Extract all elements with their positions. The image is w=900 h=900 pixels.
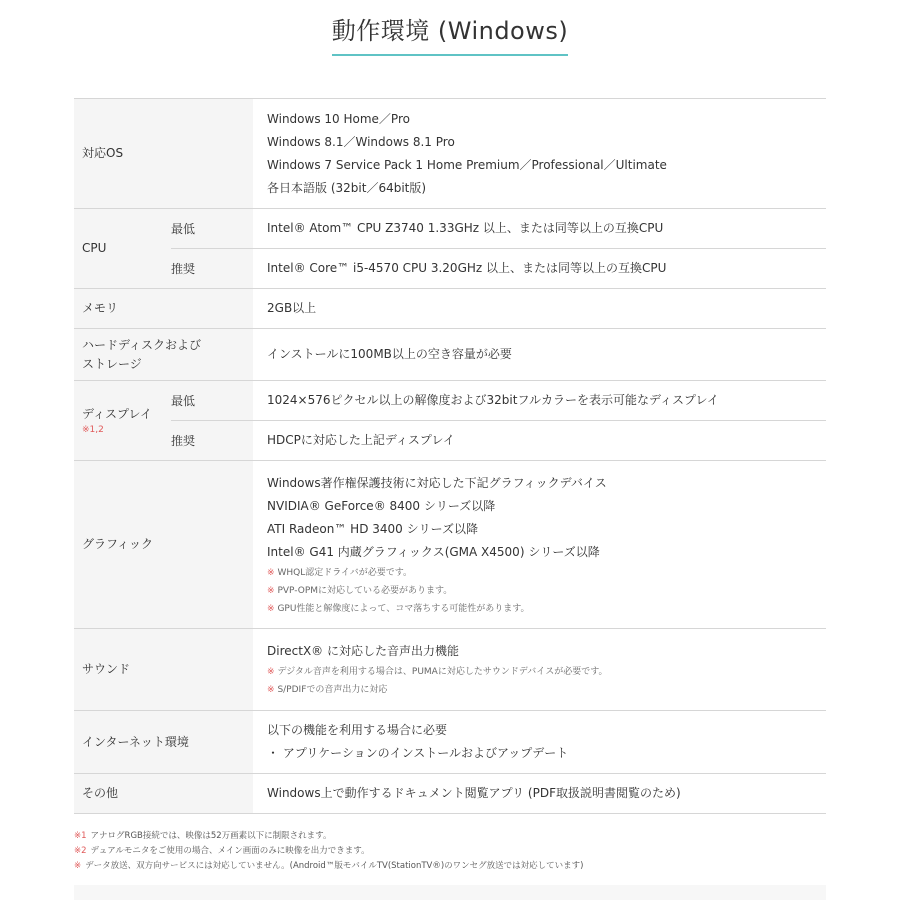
- spec-value-sound: [253, 629, 826, 711]
- spec-label-sound: サウンド: [74, 629, 253, 711]
- os-line: Windows 10 Home／Pro: [267, 111, 410, 126]
- spec-label-cpu: CPU: [74, 209, 171, 289]
- spec-value-graphics: [253, 461, 826, 629]
- display-rec-value: HDCPに対応した上記ディスプレイ: [253, 421, 826, 461]
- spec-value-memory: 2GB以上: [253, 289, 826, 329]
- title-container: [0, 14, 900, 56]
- spec-row-sound: [74, 629, 826, 711]
- page-title: 動作環境 (Windows): [332, 14, 569, 56]
- graphics-line: ATI Radeon™ HD 3400 シリーズ以降: [267, 521, 478, 536]
- spec-label-os: 対応OS: [74, 99, 253, 209]
- os-line: Windows 8.1／Windows 8.1 Pro: [267, 134, 455, 149]
- display-min-label: 最低: [171, 381, 253, 421]
- note-text: デジタル音声を利用する場合は、PUMAに対応したサウンドデバイスが必要です。: [277, 667, 608, 677]
- footnote: [74, 829, 834, 844]
- graphics-note: [267, 600, 812, 618]
- spec-value-other: Windows上で動作するドキュメント閲覧アプリ (PDF取扱説明書閲覧のため): [253, 774, 826, 814]
- spec-row-memory: [74, 289, 826, 329]
- note-text: PVP-OPMに対応している必要があります。: [277, 585, 453, 596]
- os-line: Windows 7 Service Pack 1 Home Premium／Professional／Ultimate: [267, 157, 667, 172]
- bottom-band: [74, 885, 826, 900]
- spec-row-display-min: [74, 381, 826, 421]
- note-text: S/PDIFでの音声出力に対応: [277, 685, 388, 695]
- os-line: 各日本語版 (32bit／64bit版): [267, 180, 427, 195]
- spec-row-storage: [74, 329, 826, 381]
- footnote-text: デュアルモニタをご使用の場合、メイン画面のみに映像を出力できます。: [90, 846, 370, 856]
- cpu-rec-value: Intel® Core™ i5-4570 CPU 3.20GHz 以上、または同等以上の互換CPU: [253, 249, 826, 289]
- display-rec-label: 推奨: [171, 421, 253, 461]
- display-label: ディスプレイ: [82, 407, 152, 421]
- note-mark: ※: [267, 585, 275, 596]
- spec-row-display-rec: [74, 421, 826, 461]
- graphics-line: NVIDIA® GeForce® 8400 シリーズ以降: [267, 498, 496, 513]
- spec-row-graphics: [74, 461, 826, 629]
- storage-label-line: ハードディスクおよび: [82, 337, 202, 352]
- internet-line: 以下の機能を利用する場合に必要: [267, 723, 448, 737]
- sound-note: [267, 663, 812, 681]
- note-mark: ※: [267, 567, 275, 578]
- note-mark: ※: [267, 603, 275, 614]
- footnote-text: データ放送、双方向サービスには対応していません。(Android™版モバイルTV(StationTV®)のワンセグ放送では対応しています): [85, 861, 584, 871]
- spec-table: [74, 98, 826, 814]
- note-text: GPU性能と解像度によって、コマ落ちする可能性があります。: [277, 603, 530, 614]
- spec-value-storage: インストールに100MB以上の空き容量が必要: [253, 329, 826, 381]
- spec-row-internet: [74, 711, 826, 774]
- spec-label-memory: メモリ: [74, 289, 253, 329]
- spec-row-cpu-min: [74, 209, 826, 249]
- footnote-text: アナログRGB接続では、映像は52万画素以下に制限されます。: [90, 831, 332, 841]
- spec-label-display: [74, 381, 171, 461]
- spec-label-storage: [74, 329, 253, 381]
- note-text: WHQL認定ドライバが必要です。: [277, 567, 413, 578]
- display-footnote-ref: ※1,2: [82, 425, 104, 435]
- cpu-min-value: Intel® Atom™ CPU Z3740 1.33GHz 以上、または同等以上の互換CPU: [253, 209, 826, 249]
- footnote-mark: ※1: [74, 831, 87, 841]
- sound-note: [267, 681, 812, 699]
- spec-label-other: その他: [74, 774, 253, 814]
- internet-line: ・ アプリケーションのインストールおよびアップデート: [267, 746, 569, 760]
- footnote: [74, 859, 834, 874]
- spec-row-cpu-rec: [74, 249, 826, 289]
- note-mark: ※: [267, 667, 275, 677]
- note-mark: ※: [267, 685, 275, 695]
- spec-value-internet: [253, 711, 826, 774]
- spec-value-os: [253, 99, 826, 209]
- graphics-note: [267, 564, 812, 582]
- storage-label-line: ストレージ: [82, 356, 142, 371]
- cpu-rec-label: 推奨: [171, 249, 253, 289]
- footnote-mark: ※2: [74, 846, 87, 856]
- footnotes: [74, 829, 834, 874]
- display-min-value: 1024×576ピクセル以上の解像度および32bitフルカラーを表示可能なディスプレイ: [253, 381, 826, 421]
- graphics-line: Windows著作権保護技術に対応した下記グラフィックデバイス: [267, 475, 607, 490]
- spec-label-internet: インターネット環境: [74, 711, 253, 774]
- footnote: [74, 844, 834, 859]
- graphics-line: Intel® G41 内蔵グラフィックス(GMA X4500) シリーズ以降: [267, 544, 600, 559]
- spec-row-os: [74, 99, 826, 209]
- footnote-mark: ※: [74, 861, 82, 871]
- cpu-min-label: 最低: [171, 209, 253, 249]
- spec-label-graphics: グラフィック: [74, 461, 253, 629]
- graphics-note: [267, 582, 812, 600]
- spec-row-other: [74, 774, 826, 814]
- sound-line: DirectX® に対応した音声出力機能: [267, 644, 459, 658]
